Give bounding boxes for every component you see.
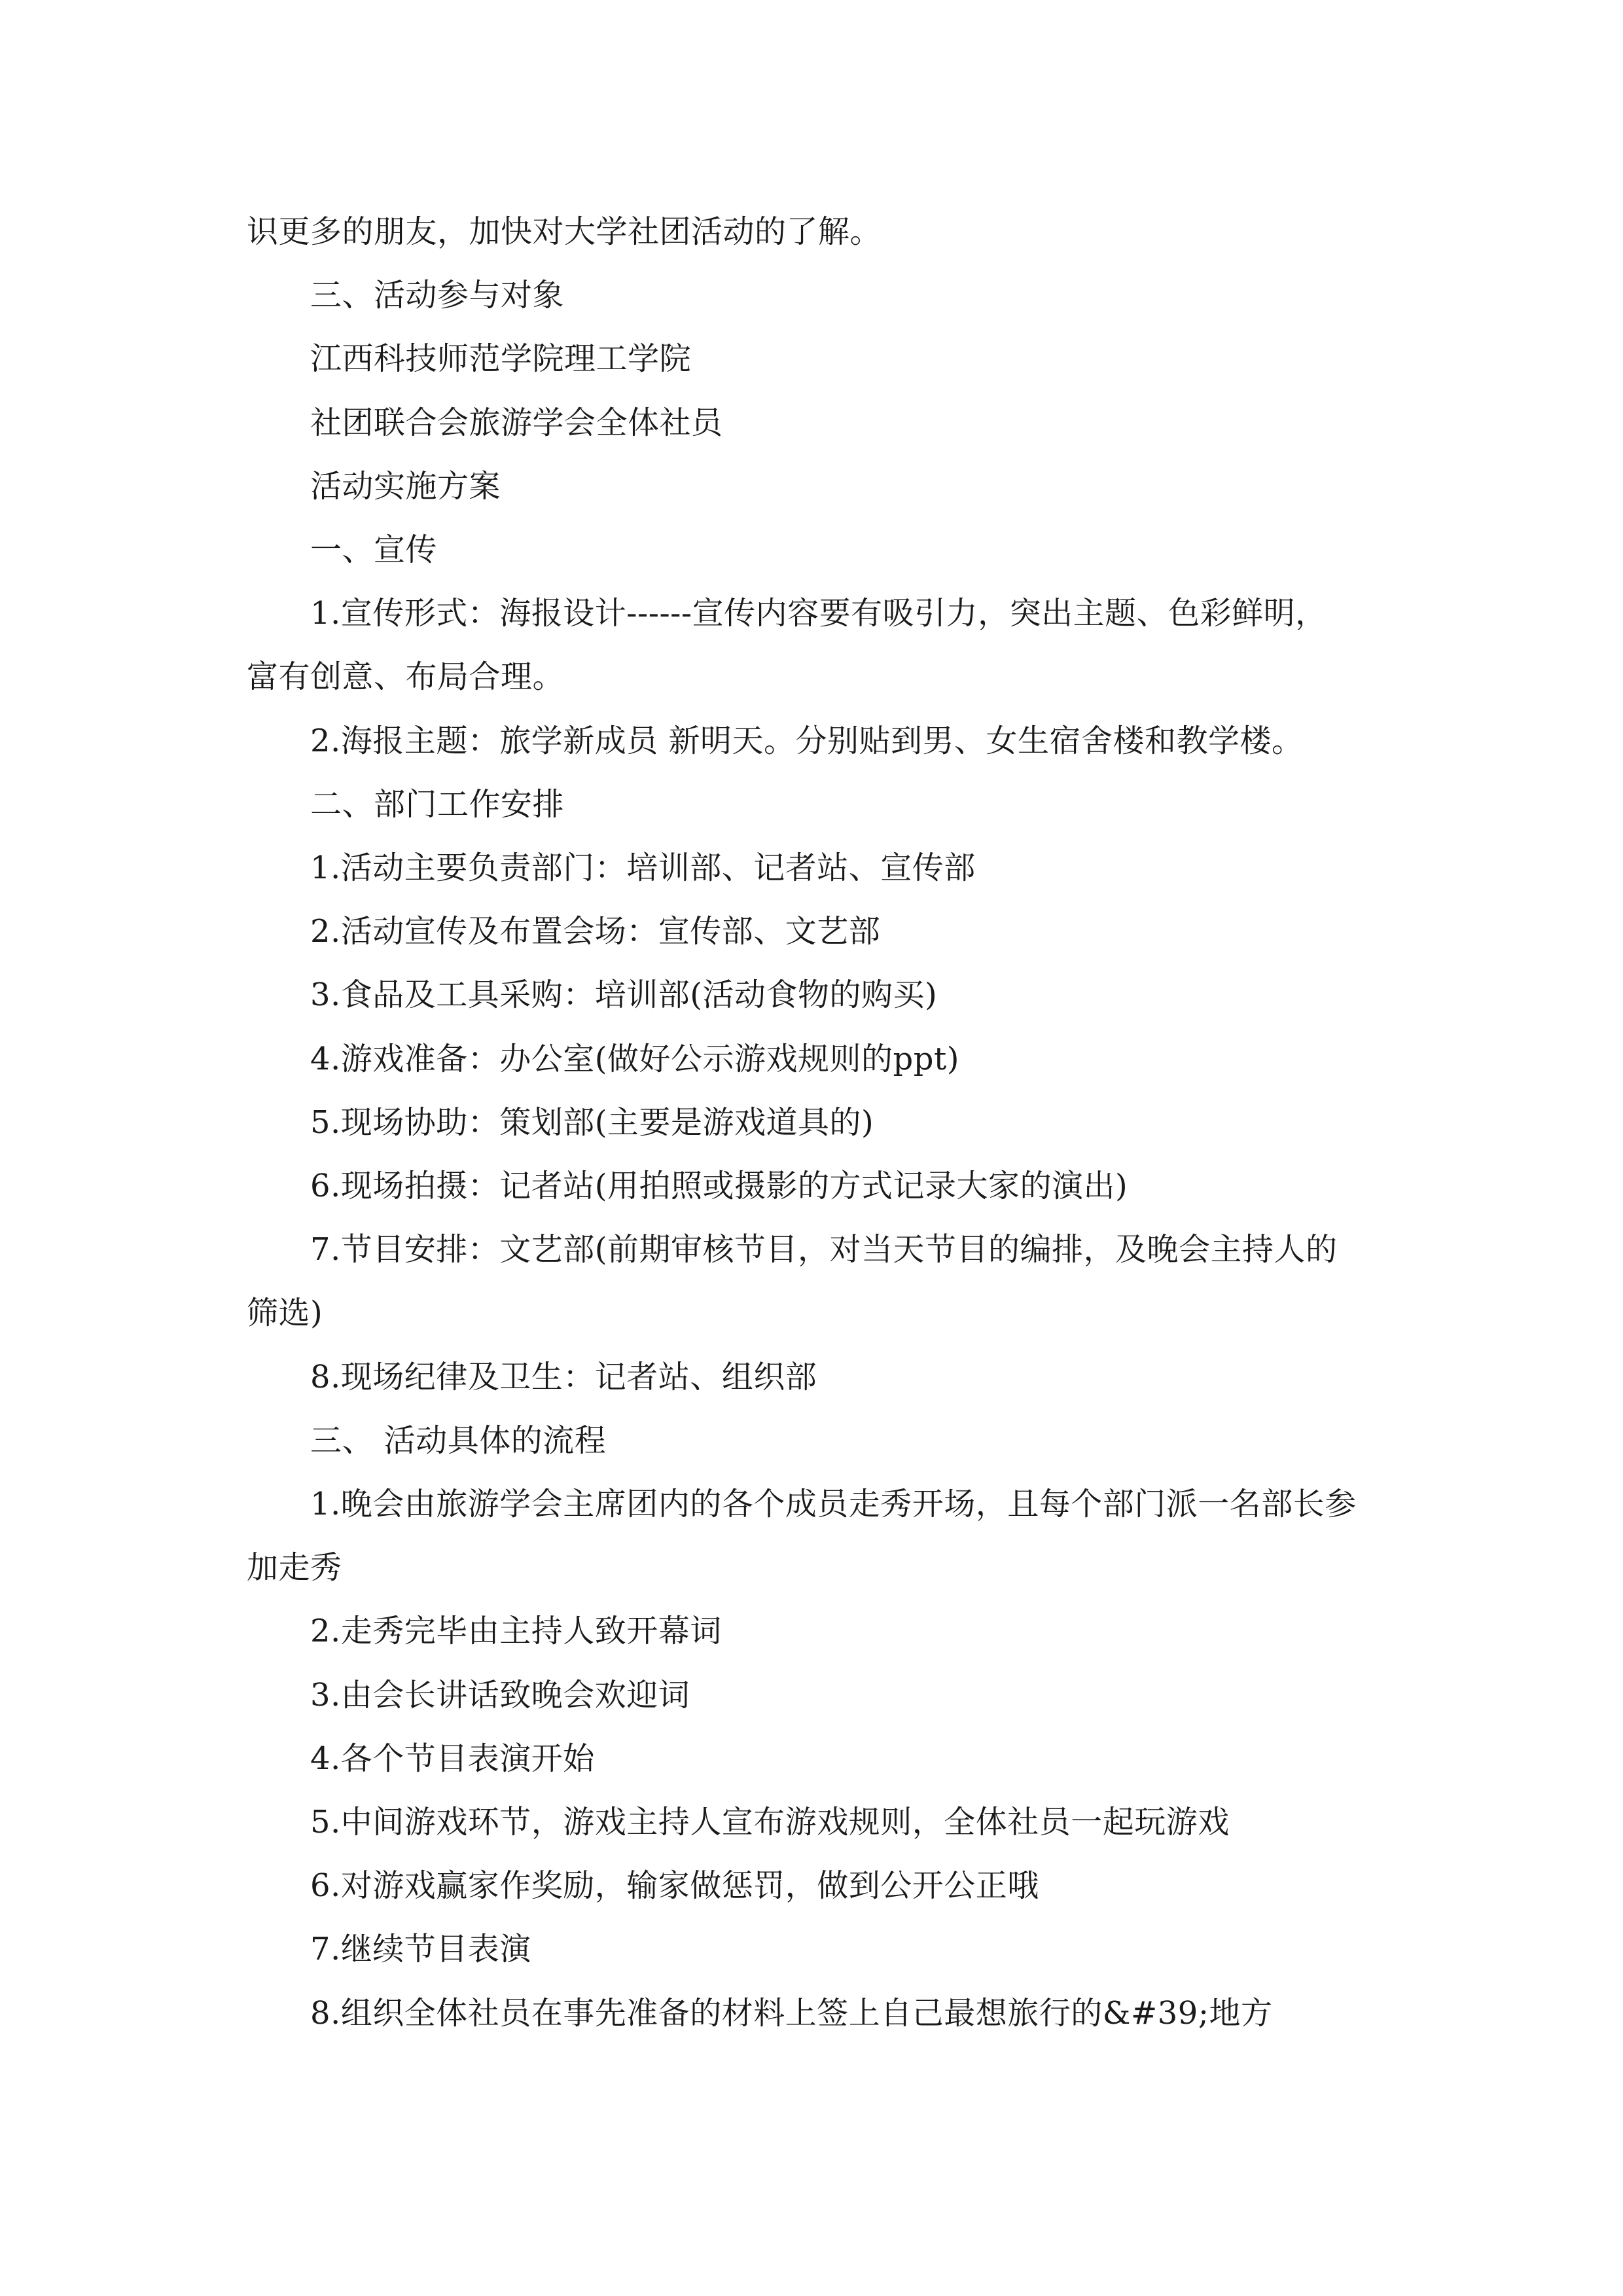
list-item: 1.晚会由旅游学会主席团内的各个成员走秀开场，且每个部门派一名部长参 <box>310 1486 1357 1522</box>
section-heading: 一、宣传 <box>310 531 438 568</box>
list-item: 1.宣传形式：海报设计------宣传内容要有吸引力，突出主题、色彩鲜明， <box>310 595 1327 632</box>
list-item: 1.活动主要负责部门：培训部、记者站、宣传部 <box>310 850 976 886</box>
list-item: 6.现场拍摄：记者站(用拍照或摄影的方式记录大家的演出) <box>310 1168 1128 1204</box>
list-item: 8.组织全体社员在事先准备的材料上签上自己最想旅行的&#39;地方 <box>310 1995 1273 2032</box>
paragraph-line: 社团联合会旅游学会全体社员 <box>310 404 723 441</box>
list-item: 6.对游戏赢家作奖励，输家做惩罚，做到公开公正哦 <box>310 1867 1039 1904</box>
list-item: 5.中间游戏环节，游戏主持人宣布游戏规则，全体社员一起玩游戏 <box>310 1804 1230 1840</box>
list-item: 7.继续节目表演 <box>310 1931 531 1967</box>
paragraph-line: 江西科技师范学院理工学院 <box>310 340 692 377</box>
list-item: 3.食品及工具采购：培训部(活动食物的购买) <box>310 977 938 1013</box>
list-item: 4.各个节目表演开始 <box>310 1740 595 1777</box>
list-item: 5.现场协助：策划部(主要是游戏道具的) <box>310 1104 874 1141</box>
list-item: 3.由会长讲话致晚会欢迎词 <box>310 1677 690 1713</box>
list-item: 7.节目安排：文艺部(前期审核节目，对当天节目的编排，及晚会主持人的 <box>310 1231 1338 1268</box>
list-item-continuation: 加走秀 <box>247 1549 342 1586</box>
section-heading: 三、 活动具体的流程 <box>310 1422 607 1459</box>
paragraph-line: 识更多的朋友，加快对大学社团活动的了解。 <box>247 213 882 250</box>
section-heading: 活动实施方案 <box>310 468 501 505</box>
list-item: 2.活动宣传及布置会场：宣传部、文艺部 <box>310 913 881 950</box>
list-item: 8.现场纪律及卫生：记者站、组织部 <box>310 1359 817 1395</box>
section-heading: 二、部门工作安排 <box>310 786 565 823</box>
list-item-continuation: 筛选) <box>247 1295 323 1331</box>
list-item-continuation: 富有创意、布局合理。 <box>247 658 565 695</box>
list-item: 2.海报主题：旅学新成员 新明天。分别贴到男、女生宿舍楼和教学楼。 <box>310 723 1304 759</box>
section-heading: 三、活动参与对象 <box>310 277 565 314</box>
list-item: 4.游戏准备：办公室(做好公示游戏规则的ppt) <box>310 1041 959 1077</box>
list-item: 2.走秀完毕由主持人致开幕词 <box>310 1613 722 1649</box>
